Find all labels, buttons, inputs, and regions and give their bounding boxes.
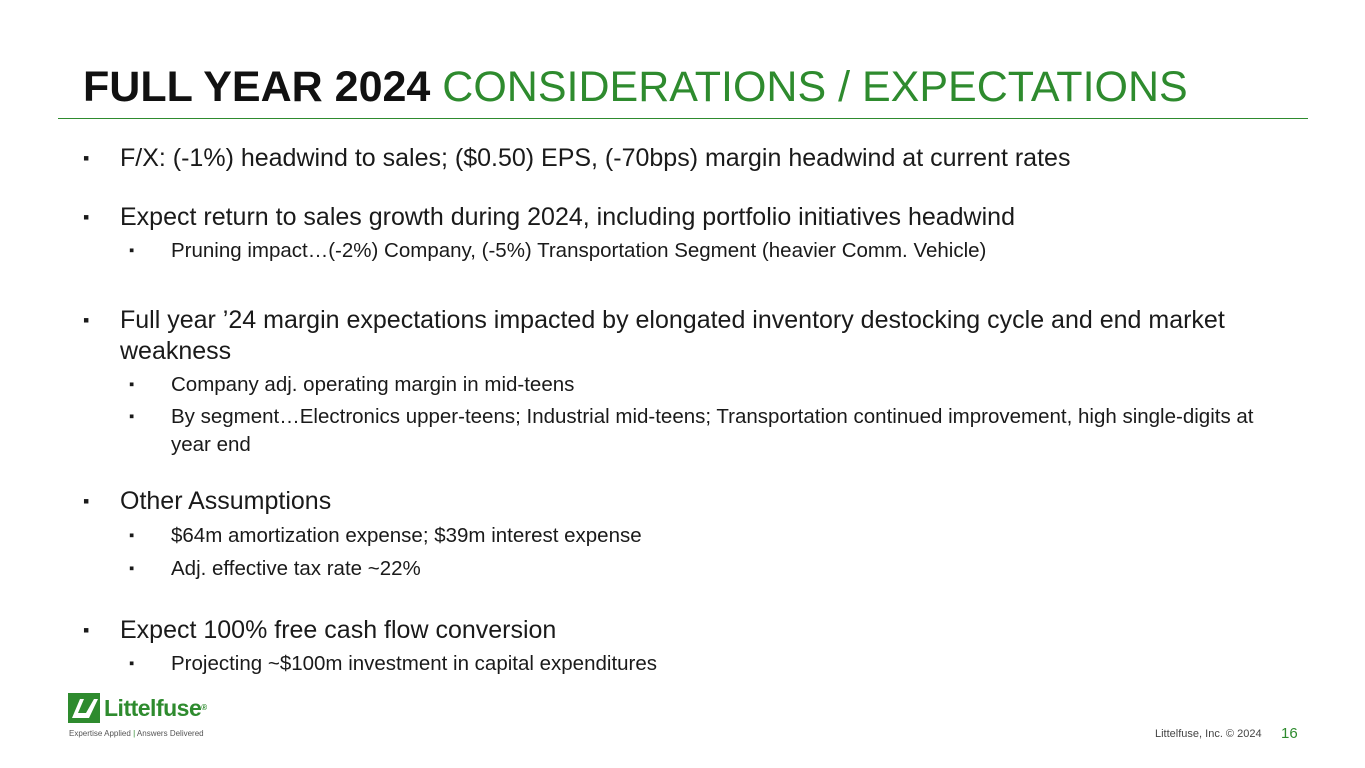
logo-name-text: Littelfuse [104, 695, 202, 721]
title-accent: CONSIDERATIONS / EXPECTATIONS [442, 63, 1188, 111]
littelfuse-mark-icon [68, 693, 100, 723]
logo-wordmark [104, 694, 207, 722]
title-emphasis: FULL YEAR 2024 [83, 63, 431, 111]
company-logo [68, 693, 248, 743]
footer-copyright: Littelfuse, Inc. © 2024 [1155, 728, 1262, 740]
sub-bullet-by-segment: ▪ By segment…Electronics upper-teens; Industrial mid-teens; Transportation continued improvement, high single-digits at year end [171, 403, 1281, 459]
sub-bullet-amortization: ▪ $64m amortization expense; $39m interest expense [171, 522, 1281, 550]
page-number: 16 [1281, 725, 1298, 742]
bullet-free-cash-flow: ▪ Expect 100% free cash flow conversion [120, 615, 1270, 646]
tagline-separator: | [133, 729, 136, 738]
sub-bullet-operating-margin: ▪ Company adj. operating margin in mid-teens [171, 371, 1281, 399]
bullet-fx: ▪ F/X: (-1%) headwind to sales; ($0.50) EPS, (-70bps) margin headwind at current rates [120, 143, 1270, 174]
sub-bullet-tax-rate: ▪ Adj. effective tax rate ~22% [171, 555, 1281, 583]
bullet-other-assumptions: ▪ Other Assumptions [120, 486, 1270, 517]
sub-bullet-capex: ▪ Projecting ~$100m investment in capital expenditures [171, 650, 1281, 678]
tagline-right: Answers Delivered [136, 729, 204, 738]
tagline-left: Expertise Applied [69, 729, 131, 738]
bullet-margin-expectations: ▪ Full year ’24 margin expectations impacted by elongated inventory destocking cycle and end market weakness [120, 305, 1270, 367]
sub-bullet-pruning: ▪ Pruning impact…(-2%) Company, (-5%) Transportation Segment (heavier Comm. Vehicle) [171, 237, 1281, 265]
registered-mark: ® [201, 703, 207, 712]
logo-tagline [69, 729, 204, 739]
bullet-sales-growth: ▪ Expect return to sales growth during 2024, including portfolio initiatives headwind [120, 202, 1270, 233]
